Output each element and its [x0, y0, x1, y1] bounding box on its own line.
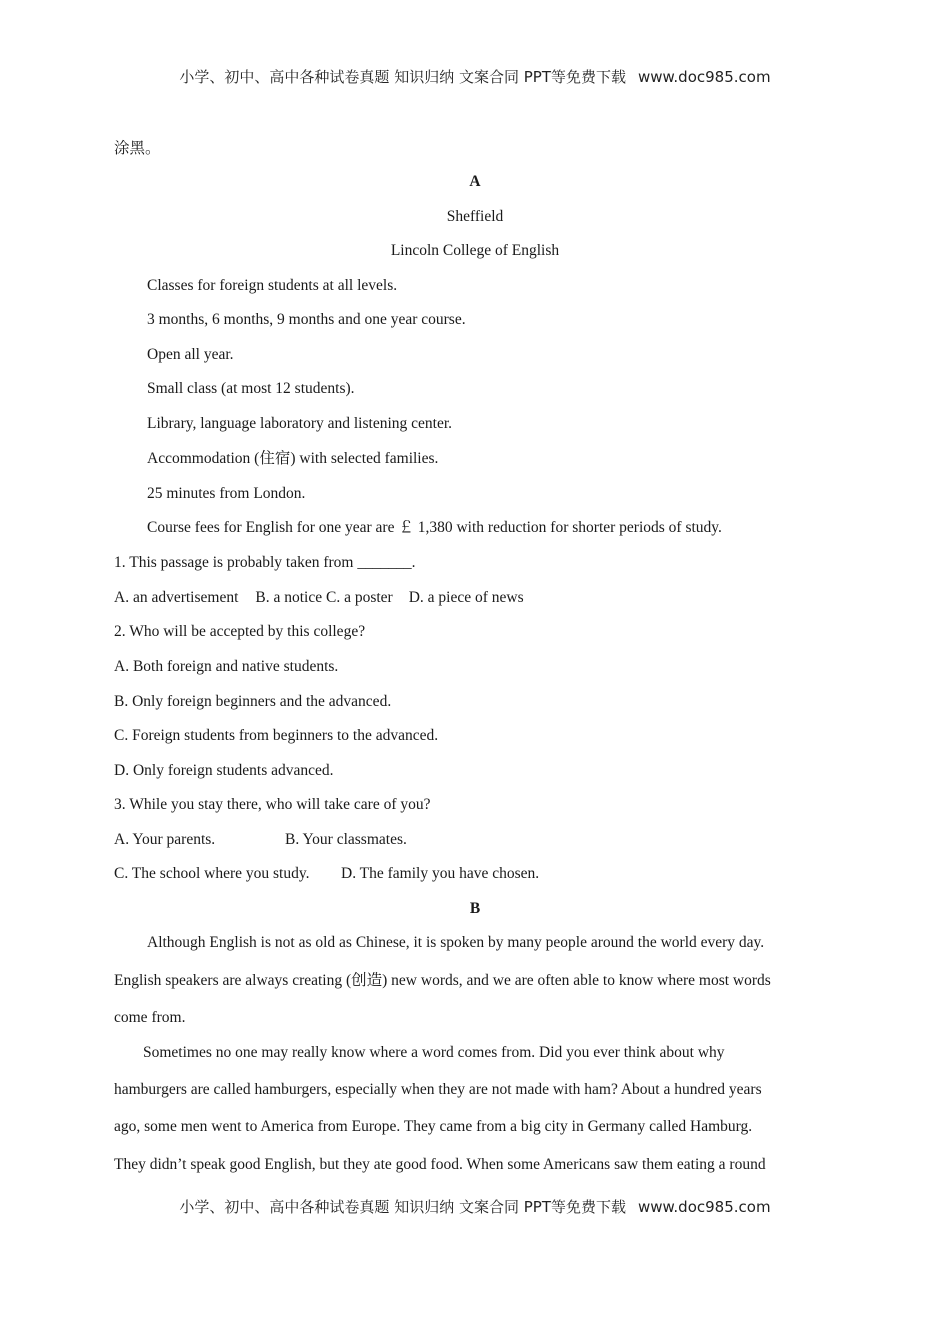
intro-tail: 涂黑。 — [114, 140, 161, 157]
option: C. Foreign students from beginners to the advanced. — [114, 727, 439, 744]
passage-line: come from. — [114, 1009, 186, 1026]
page-footer — [0, 1196, 950, 1217]
option: A. Your parents. — [114, 831, 216, 848]
ad-line: 25 minutes from London. — [147, 485, 306, 502]
passage-line: hamburgers are called hamburgers, especially when they are not made with ham? About a hundred years — [114, 1081, 762, 1098]
option: D. a piece of news — [408, 589, 524, 606]
section-a-title: Sheffield — [446, 208, 504, 225]
header-text: 小学、初中、高中各种试卷真题 知识归纳 文案合同 PPT等免费下载 — [179, 68, 626, 86]
section-a-label: A — [469, 173, 481, 190]
option: B. Your classmates. — [285, 831, 407, 848]
question-2: 2. Who will be accepted by this college? — [114, 623, 366, 640]
question-1: 1. This passage is probably taken from _______. — [114, 554, 416, 571]
question-3: 3. While you stay there, who will take care of you? — [114, 796, 431, 813]
ad-line: Small class (at most 12 students). — [147, 380, 355, 397]
passage-line: Sometimes no one may really know where a word comes from. Did you ever think about why — [143, 1044, 725, 1061]
ad-line: 3 months, 6 months, 9 months and one year course. — [147, 311, 466, 328]
ad-line: Course fees for English for one year are ￡ 1,380 with reduction for shorter periods of study. — [147, 519, 722, 536]
ad-line: Classes for foreign students at all levels. — [147, 277, 398, 294]
option: B. a notice C. a poster — [255, 589, 393, 606]
footer-url[interactable]: www.doc985.com — [637, 1198, 771, 1216]
option: B. Only foreign beginners and the advanced. — [114, 693, 392, 710]
passage-line: ago, some men went to America from Europe. They came from a big city in Germany called Hamburg. — [114, 1118, 753, 1135]
passage-line: Although English is not as old as Chinese, it is spoken by many people around the world every day. — [147, 934, 765, 951]
passage-line: They didn’t speak good English, but they ate good food. When some Americans saw them eating a round — [114, 1156, 766, 1173]
footer-text: 小学、初中、高中各种试卷真题 知识归纳 文案合同 PPT等免费下载 — [179, 1198, 626, 1216]
option: A. Both foreign and native students. — [114, 658, 339, 675]
option: D. Only foreign students advanced. — [114, 762, 334, 779]
ad-line: Accommodation (住宿) with selected families. — [147, 450, 439, 467]
section-b-label: B — [469, 900, 481, 917]
ad-line: Open all year. — [147, 346, 234, 363]
header-url[interactable]: www.doc985.com — [637, 68, 771, 86]
option: A. an advertisement — [114, 589, 239, 606]
option: D. The family you have chosen. — [341, 865, 540, 882]
passage-line: English speakers are always creating (创造) new words, and we are often able to know where most words — [114, 972, 771, 989]
page-header — [0, 66, 950, 87]
ad-line: Library, language laboratory and listening center. — [147, 415, 453, 432]
question-1-options — [114, 588, 524, 608]
section-a-subtitle: Lincoln College of English — [390, 242, 560, 259]
option: C. The school where you study. — [114, 865, 310, 882]
